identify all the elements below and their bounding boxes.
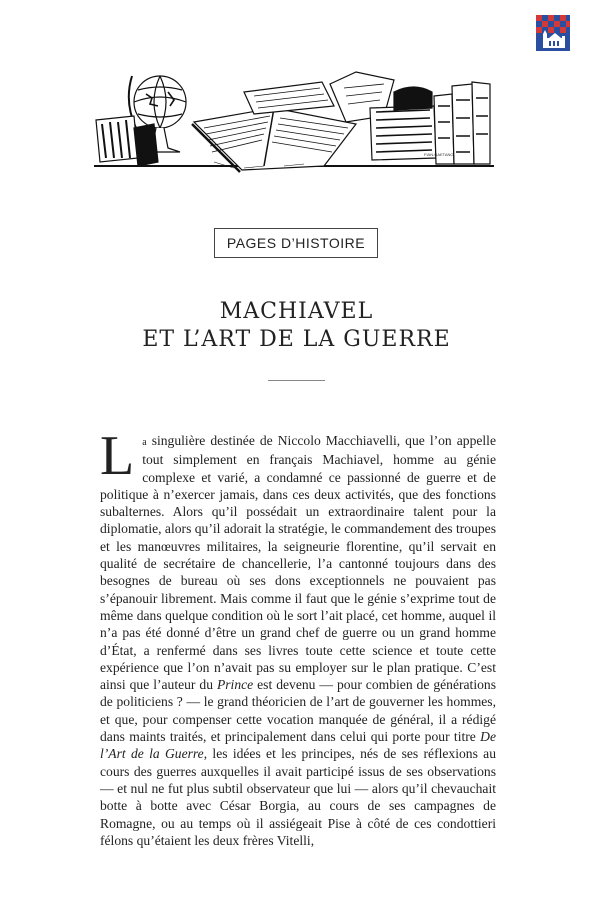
cathedral-emblem-icon xyxy=(535,14,571,52)
banner-signature: FIAN.GAETANO xyxy=(424,152,454,157)
title-divider xyxy=(268,380,325,381)
article-text-2: est devenu — pour combien de générations de politiciens ? — le grand théoricien de l’art de gouverner les hommes, et que, pour compenser cette vocation manquée de général, il a rédigé dans maints traités, et principalement dans celui qui porte pour titre xyxy=(100,677,496,745)
article-text-3: , les idées et les principes, nés de ses réflexions au cours des guerres auxquelles il avait participé issus de ses observations — et nul ne fut plus subtil observateur que lui — alors qu’il chevauchait botte à botte avec César Borgia, au cours de ses campagnes de Romagne, ou au temps où il assiégeait Pise à côté de ces condottieri félons qu’étaient les deux frères Vitelli, xyxy=(100,746,497,848)
drop-cap-continuation: a xyxy=(142,437,147,448)
article-italic-prince: Prince xyxy=(216,677,254,693)
page-title xyxy=(0,298,593,354)
title-line-1: MACHIAVEL xyxy=(219,299,374,324)
drop-cap: L xyxy=(100,425,135,487)
section-label: PAGES D’HISTOIRE xyxy=(214,228,378,258)
article-text-1: singulière destinée de Niccolo Macchiavelli, que l’on appelle tout simplement en français Machiavel, homme au génie complexe et varié, a condamné ce passionné de guerre et de politique à n’exercer jamais, dans ces deux activités, que des fonctions subalternes. Alors qu’il possédait un extraordinaire talent pour la diplomatie, alors qu’il adorait la stratégie, le commandement des troupes et les manœuvres militaires, la seigneurie florentine, qu’il servait en qualité de secrétaire de chancellerie, l’a cantonné toujours dans des besognes de bureau où ses dons exceptionnels ne pouvaient pas s’épanouir librement. Mais comme il faut que le génie s’exprime tout de même dans quelque condition où le sort l’ait placé, cet homme, auquel il n’a pas été donné d’être un grand chef de guerre ou un grand homme d’État, a renfermé dans ses livres toute cette science et toute cette expérience que l’on n’avait pas su employer sur le plan pratique. C’est ainsi que l’auteur du xyxy=(100,433,496,693)
title-line-2: ET L’ART DE LA GUERRE xyxy=(142,327,451,352)
article-body xyxy=(100,425,497,849)
books-and-globe-engraving-icon xyxy=(94,62,494,178)
article-italic-art-guerre: De l’Art de la Guerre xyxy=(100,729,496,762)
